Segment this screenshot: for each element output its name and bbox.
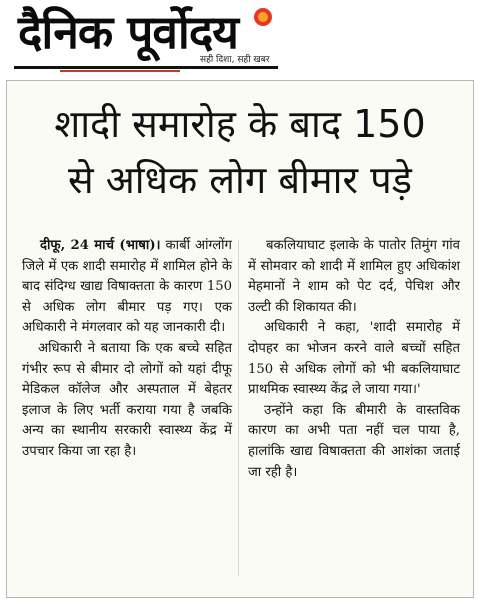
article-headline bbox=[0, 96, 480, 208]
paragraph-text: कार्बी आंग्लोंग जिले में एक शादी समारोह में शामिल होने के बाद संदिग्ध खाद्य विषाक्तता के कारण 150 से अधिक लोग बीमार पड़ गए। एक अधिकारी ने मंगलवार को यह जानकारी दी। bbox=[22, 238, 232, 336]
masthead bbox=[0, 0, 480, 78]
paragraph: बकलियाघाट इलाके के पातोर तिमुंग गांव में सोमवार को शादी में शामिल हुए अधिकांश मेहमानों ने शाम को पेट दर्द, पेचिश और उल्टी की शिकायत की। bbox=[248, 238, 460, 315]
newspaper-tagline: सही दिशा, सही खबर bbox=[200, 55, 270, 65]
paragraph: उन्होंने कहा कि बीमारी के वास्तविक कारण का अभी पता नहीं चल पाया है, हालांकि खाद्य विषाक्तता की आशंका जताई जा रही है। bbox=[248, 402, 460, 480]
sun-logo-icon bbox=[254, 8, 272, 26]
article-column-left bbox=[22, 236, 232, 463]
paragraph: अधिकारी ने कहा, 'शादी समारोह में दोपहर का भोजन करने वाले बच्चों सहित 150 से अधिक लोगों को भी बकलियाघाट प्राथमिक स्वास्थ्य केंद्र ले जाया गया।' bbox=[248, 320, 460, 398]
paragraph: अधिकारी ने बताया कि एक बच्चे सहित गंभीर रूप से बीमार दो लोगों को यहां दीफू मेडिकल कॉलेज और अस्पताल में बेहतर इलाज के लिए भर्ती कराया गया है जबकि अन्य का स्थानीय सरकारी स्वास्थ्य केंद्र में उपचार किया जा रहा है। bbox=[22, 340, 232, 459]
masthead-rule bbox=[14, 66, 278, 69]
headline-line-2: से अधिक लोग बीमार पड़े bbox=[68, 158, 412, 202]
column-divider bbox=[238, 240, 239, 576]
dateline: दीफू, 24 मार्च (भाषा)। bbox=[40, 238, 161, 253]
masthead-accent-rule bbox=[60, 70, 180, 72]
article-column-right bbox=[248, 236, 460, 483]
newspaper-title: दैनिक पूर्वोदय bbox=[18, 5, 238, 59]
paragraph bbox=[22, 236, 232, 339]
headline-line-1: शादी समारोह के बाद 150 bbox=[54, 102, 426, 146]
